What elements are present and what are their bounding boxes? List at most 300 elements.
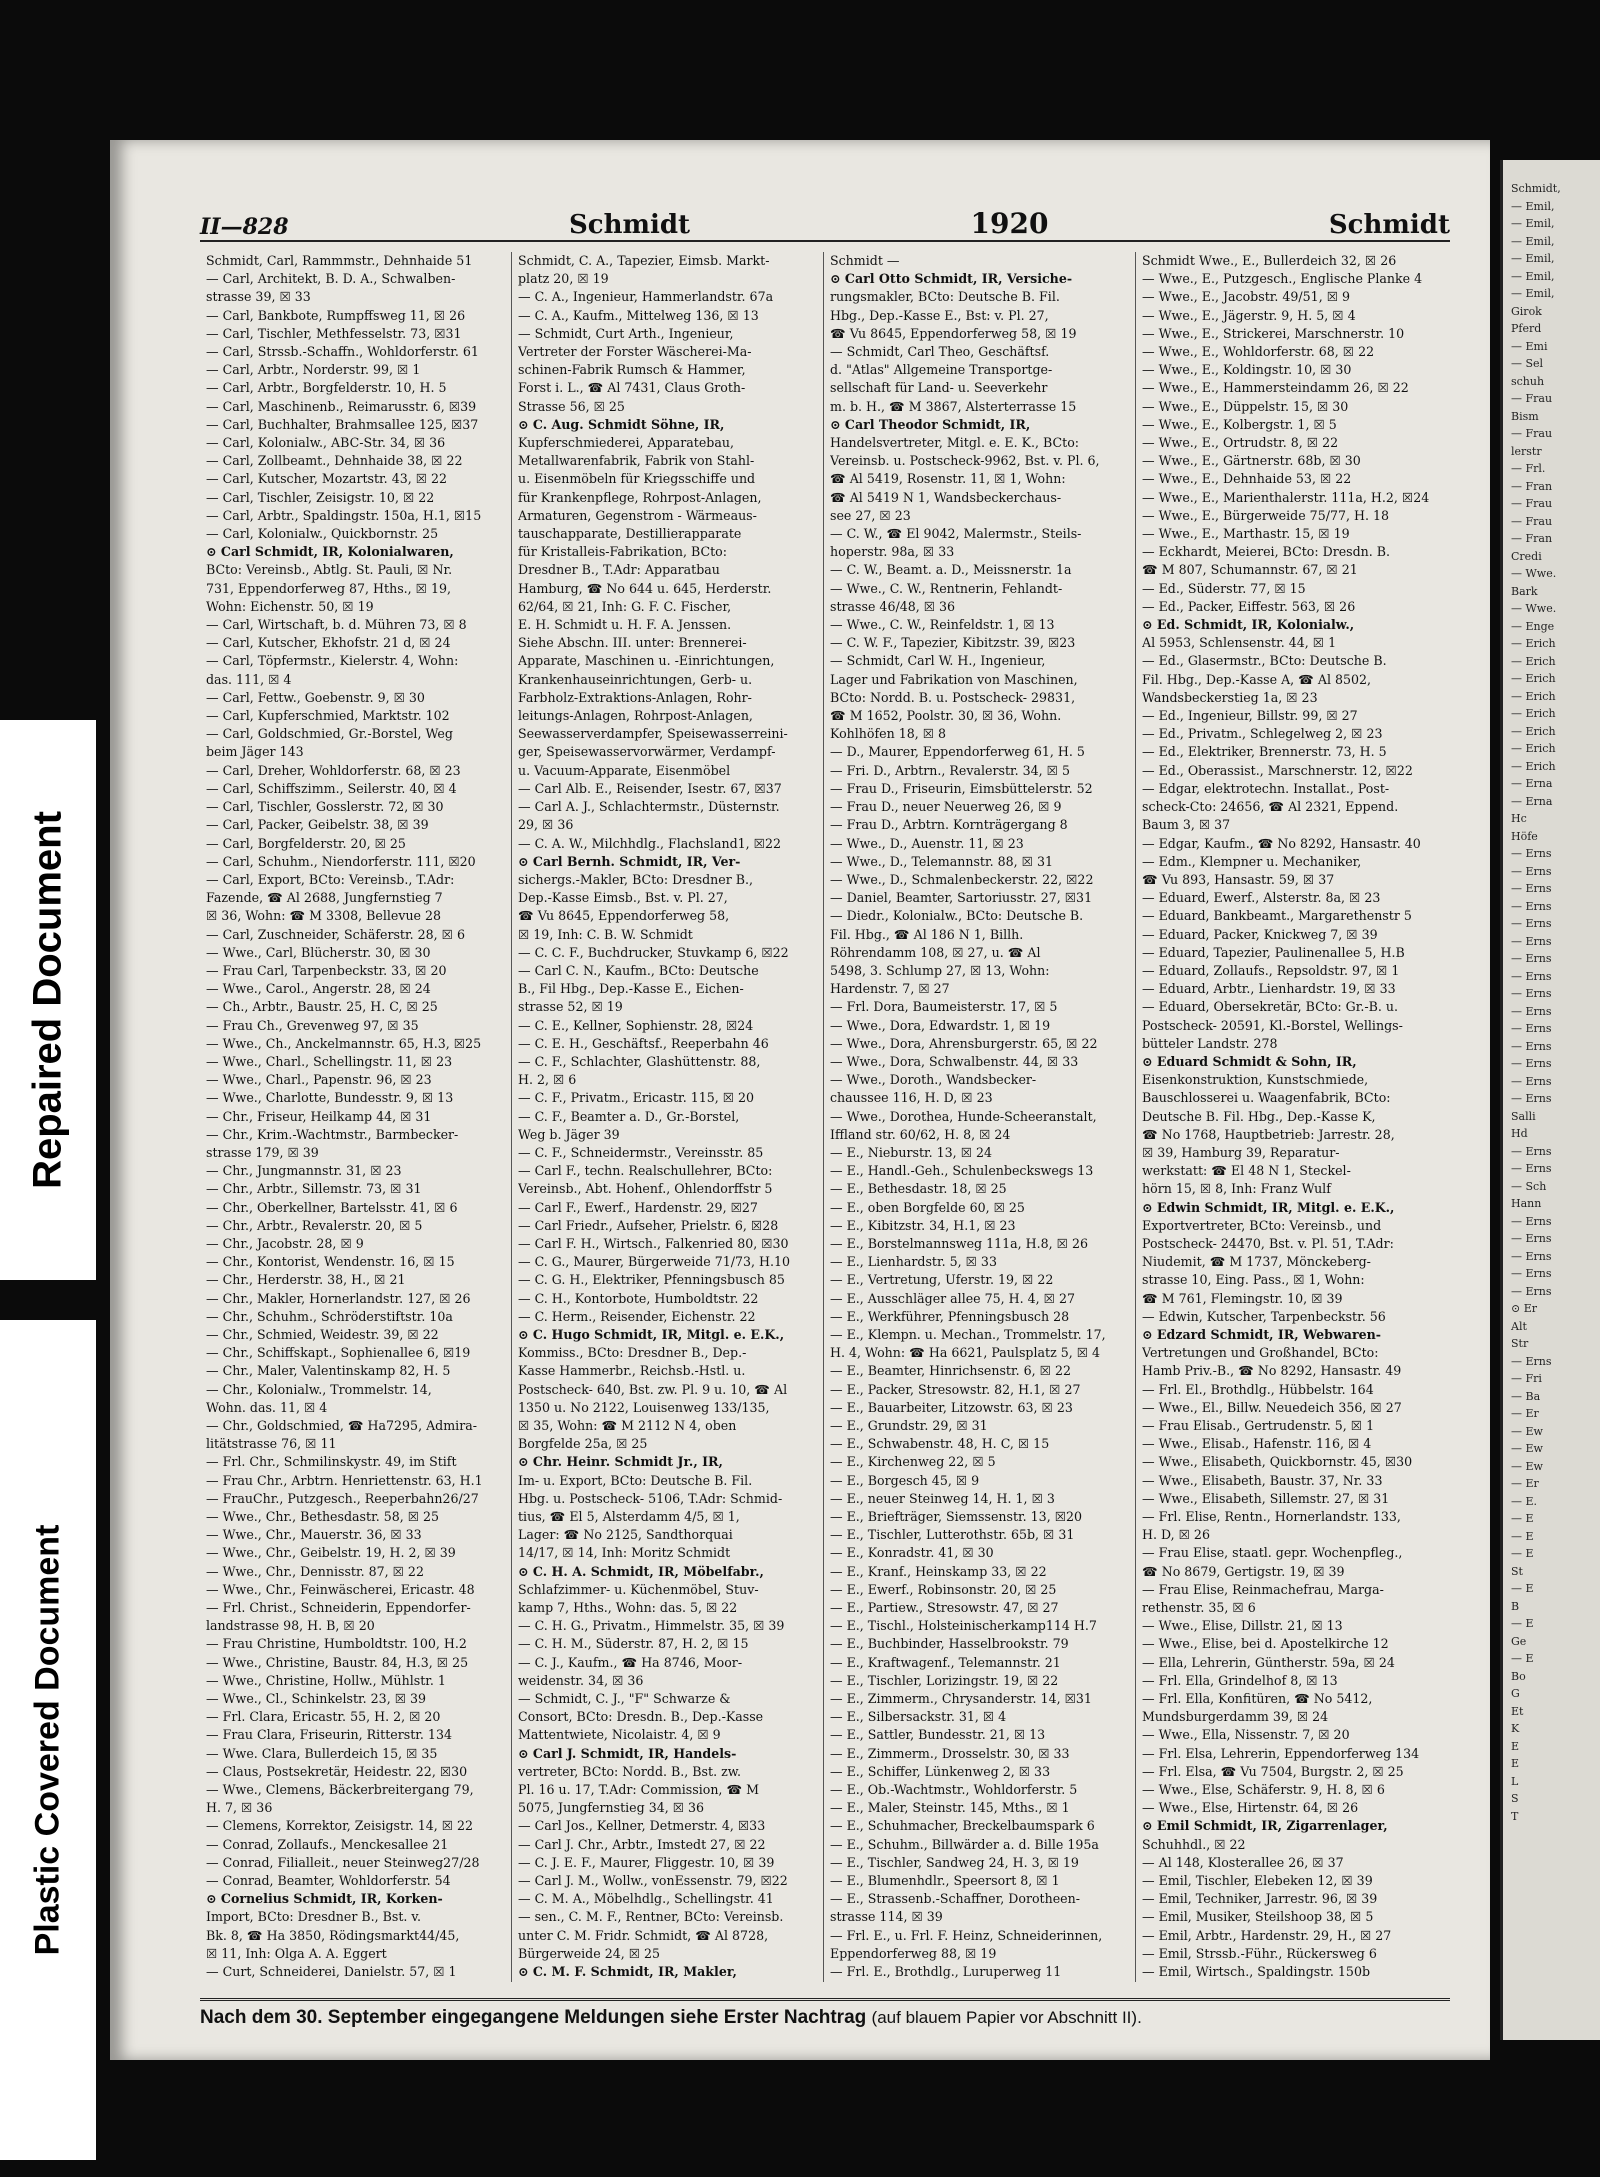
directory-entry: — Frau D., Arbtrn. Kornträgergang 8 xyxy=(830,817,1068,833)
directory-entry: Wandsbeckerstieg 1a, ☒ 23 xyxy=(1142,689,1318,705)
directory-entry: — Edgar, Kaufm., ☎ No 8292, Hansastr. 40 xyxy=(1142,835,1421,851)
directory-entry: — Carl, Architekt, B. D. A., Schwalben- xyxy=(206,271,456,287)
directory-entry: — C. E. H., Geschäftsf., Reeperbahn 46 xyxy=(518,1035,769,1051)
directory-entry: — Frl. Christ., Schneiderin, Eppendorfer- xyxy=(206,1600,471,1616)
edge-fragment: — E xyxy=(1511,1512,1534,1525)
directory-entry: — Chr., Schmied, Weidestr. 39, ☒ 22 xyxy=(206,1326,439,1342)
directory-entry: — Carl, Töpfermstr., Kielerstr. 4, Wohn: xyxy=(206,653,459,669)
directory-entry: landstrasse 98, H. B, ☒ 20 xyxy=(206,1618,375,1634)
page-footer xyxy=(200,1998,1450,2028)
directory-entry: H. 4, Wohn: ☎ Ha 6621, Paulsplatz 5, ☒ 4 xyxy=(830,1345,1101,1361)
directory-entry xyxy=(518,1981,817,1982)
edge-fragment: — Erich xyxy=(1511,689,1556,703)
directory-entry: — C. W., Beamt. a. D., Meissnerstr. 1a xyxy=(830,562,1072,578)
edge-fragment: — Erns xyxy=(1511,934,1552,948)
directory-entry: — Carl, Zollbeamt., Dehnhaide 38, ☒ 22 xyxy=(206,453,463,469)
edge-fragment: — E xyxy=(1511,1529,1534,1543)
edge-fragment: — Erich xyxy=(1511,637,1556,650)
directory-entry: — Wwe., E., Marthastr. 15, ☒ 19 xyxy=(1142,526,1350,542)
directory-entry: — Ed., Packer, Eiffestr. 563, ☒ 26 xyxy=(1142,598,1356,614)
directory-entry: — Frau D., Friseurin, Eimsbüttelerstr. 52 xyxy=(830,780,1093,796)
directory-entry: unter C. M. Fridr. Schmidt, ☎ Al 8728, xyxy=(518,1927,769,1943)
directory-entry: — E., Packer, Stresowstr. 82, H.1, ☒ 27 xyxy=(830,1381,1081,1397)
directory-entry: Metallwarenfabrik, Fabrik von Stahl- xyxy=(518,453,755,469)
column-4 xyxy=(1136,252,1448,1982)
directory-entry: — Wwe., D., Schmalenbeckerstr. 22, ☒22 xyxy=(830,871,1094,887)
directory-entry: ☎ Vu 893, Hansastr. 59, ☒ 37 xyxy=(1142,871,1335,887)
directory-entry: ⊙ Ed. Schmidt, IR, Kolonialw., xyxy=(1142,617,1355,633)
directory-entry: ☒ 19, Inh: C. B. W. Schmidt xyxy=(518,926,693,942)
directory-entry: — C. W., ☎ El 9042, Malermstr., Steils- xyxy=(830,526,1082,542)
directory-entry: ⊙ C. M. F. Schmidt, IR, Makler, xyxy=(518,1964,737,1980)
directory-entry: — Wwe., Elisab., Hafenstr. 116, ☒ 4 xyxy=(1142,1436,1372,1452)
directory-entry: werkstatt: ☎ El 48 N 1, Steckel- xyxy=(1142,1163,1351,1179)
directory-entry: strasse 114, ☒ 39 xyxy=(830,1909,943,1925)
directory-entry: für Kristalleis-Fabrikation, BCto: xyxy=(518,544,727,560)
directory-entry: — E., Schuhm., Billwärder a. d. Bille 195a xyxy=(830,1836,1099,1852)
directory-entry: — Carl, Arbtr., Borgfelderstr. 10, H. 5 xyxy=(206,380,447,396)
directory-entry: — Claus, Postsekretär, Heidestr. 22, ☒30 xyxy=(206,1763,468,1779)
directory-entry: — Eduard, Obersekretär, BCto: Gr.-B. u. xyxy=(1142,999,1398,1015)
directory-entry: — Carl J. M., Wollw., vonEssenstr. 79, ☒22 xyxy=(518,1873,788,1889)
edge-fragment: — Frl. xyxy=(1511,462,1546,475)
directory-entry: — Wwe., Chr., Bethesdastr. 58, ☒ 25 xyxy=(206,1509,440,1525)
directory-entry: hoperstr. 98a, ☒ 33 xyxy=(830,544,955,560)
directory-entry: d. "Atlas" Allgemeine Transportge- xyxy=(830,362,1053,378)
edge-fragment: S xyxy=(1511,1792,1519,1805)
directory-entry: ☒ 36, Wohn: ☎ M 3308, Bellevue 28 xyxy=(206,908,442,924)
directory-entry: — FrauChr., Putzgesch., Reeperbahn26/27 xyxy=(206,1490,479,1506)
directory-entry: — Carl A. J., Schlachtermstr., Düsternstr. xyxy=(518,799,780,815)
directory-entry: Röhrendamm 108, ☒ 27, u. ☎ Al xyxy=(830,944,1041,960)
directory-entry: H. 7, ☒ 36 xyxy=(206,1800,273,1816)
directory-entry: — Frl. El., Brothdlg., Hübbelstr. 164 xyxy=(1142,1381,1374,1397)
edge-fragment: Ge xyxy=(1511,1634,1527,1648)
directory-entry: — Frl. Elise, Rentn., Hornerlandstr. 133, xyxy=(1142,1509,1401,1525)
directory-entry: — Emil, Arbtr., Hardenstr. 29, H., ☒ 27 xyxy=(1142,1927,1392,1943)
edge-fragment: St xyxy=(1511,1564,1523,1578)
directory-entry: — Wwe., Elisabeth, Baustr. 37, Nr. 33 xyxy=(1142,1472,1383,1488)
directory-entry: kamp 7, Hths., Wohn: das. 5, ☒ 22 xyxy=(518,1600,738,1616)
directory-entry: ⊙ C. Hugo Schmidt, IR, Mitgl. e. E.K., xyxy=(518,1326,785,1342)
directory-entry: — Eduard, Tapezier, Paulinenallee 5, H.B xyxy=(1142,944,1405,960)
edge-fragment: G xyxy=(1511,1687,1520,1700)
directory-entry: — Ed., Elektriker, Brennerstr. 73, H. 5 xyxy=(1142,744,1387,760)
edge-fragment: — Erns xyxy=(1511,1092,1552,1105)
directory-entry: — E., Kranf., Heinskamp 33, ☒ 22 xyxy=(830,1563,1047,1579)
directory-entry: — Chr., Kontorist, Wendenstr. 16, ☒ 15 xyxy=(206,1254,455,1270)
directory-entry: Fil. Hbg., ☎ Al 186 N 1, Billh. xyxy=(830,926,1024,942)
edge-fragment: E xyxy=(1511,1757,1520,1770)
directory-entry: — E., Beamter, Hinrichsenstr. 6, ☒ 22 xyxy=(830,1363,1071,1379)
directory-entry: — Emil, Strssb.-Führ., Rückersweg 6 xyxy=(1142,1945,1377,1961)
directory-entry: — E., Bethesdastr. 18, ☒ 25 xyxy=(830,1181,1007,1197)
directory-entry: — Wwe., Dora, Ahrensburgerstr. 65, ☒ 22 xyxy=(830,1035,1098,1051)
edge-fragment: — Erns xyxy=(1511,864,1552,878)
edge-fragment: — Er xyxy=(1511,1477,1539,1490)
directory-entry: — Wwe., E., Bürgerweide 75/77, H. 18 xyxy=(1142,507,1389,523)
directory-entry: — Frl. Elsa, Lehrerin, Eppendorferweg 134 xyxy=(1142,1745,1420,1761)
directory-entry: — Wwe., C. W., Rentnerin, Fehlandt- xyxy=(830,580,1063,596)
directory-entry: — Daniel, Beamter, Sartoriusstr. 27, ☒31 xyxy=(830,890,1093,906)
directory-page xyxy=(110,140,1490,2060)
directory-entry: Schmidt — xyxy=(830,253,900,268)
directory-entry: tauschapparate, Destillierapparate xyxy=(518,526,742,542)
directory-entry: — Wwe., Chr., Mauerstr. 36, ☒ 33 xyxy=(206,1527,422,1543)
directory-entry: m. b. H., ☎ M 3867, Alsterterrasse 15 xyxy=(830,398,1077,414)
edge-fragment: — Fran xyxy=(1511,532,1553,545)
directory-entry: Iffland str. 60/62, H. 8, ☒ 24 xyxy=(830,1126,1011,1142)
directory-entry: ☎ M 807, Schumannstr. 67, ☒ 21 xyxy=(1142,562,1358,578)
directory-entry: — Eduard, Ewerf., Alsterstr. 8a, ☒ 23 xyxy=(1142,890,1381,906)
directory-entry: strasse 39, ☒ 33 xyxy=(206,289,311,305)
directory-entry: — E., Tischler, Lorizingstr. 19, ☒ 22 xyxy=(830,1672,1059,1688)
directory-entry: — Frl. E., u. Frl. F. Heinz, Schneiderinnen, xyxy=(830,1927,1103,1943)
directory-entry: — Wwe., Charl., Papenstr. 96, ☒ 23 xyxy=(206,1072,432,1088)
directory-entry: see 27, ☒ 23 xyxy=(830,507,911,523)
edge-fragment: Hc xyxy=(1511,812,1527,825)
edge-fragment: Hann xyxy=(1511,1197,1542,1210)
directory-entry: — Emil, Techniker, Jarrestr. 96, ☒ 39 xyxy=(1142,1891,1378,1907)
directory-entry: — Carl, Wirtschaft, b. d. Mühren 73, ☒ 8 xyxy=(206,617,467,633)
directory-entry: — Carl Jos., Kellner, Detmerstr. 4, ☒33 xyxy=(518,1818,766,1834)
directory-entry: — Wwe., E., Düppelstr. 15, ☒ 30 xyxy=(1142,398,1349,414)
directory-entry: u. Eisenmöbeln für Kriegsschiffe und xyxy=(518,471,756,487)
directory-entry: — Chr., Schiffskapt., Sophienallee 6, ☒19 xyxy=(206,1345,471,1361)
directory-entry xyxy=(1142,1981,1442,1982)
directory-entry: — Wwe., Elise, bei d. Apostelkirche 12 xyxy=(1142,1636,1389,1652)
directory-entry: — E., Zimmerm., Chrysanderstr. 14, ☒31 xyxy=(830,1691,1092,1707)
edge-fragment: Bark xyxy=(1511,584,1538,598)
directory-entry: Kohlhöfen 18, ☒ 8 xyxy=(830,726,947,742)
header-left-name: Schmidt xyxy=(568,210,691,240)
directory-entry: sellschaft für Land- u. Seeverkehr xyxy=(830,380,1048,396)
directory-entry: — Carl, Packer, Geibelstr. 38, ☒ 39 xyxy=(206,817,429,833)
directory-entry: Eisenkonstruktion, Kunstschmiede, xyxy=(1142,1072,1369,1088)
directory-entry: platz 20, ☒ 19 xyxy=(518,271,609,287)
directory-entry: — Ed., Glasermstr., BCto: Deutsche B. xyxy=(1142,653,1387,669)
directory-entry: 14/17, ☒ 14, Inh: Moritz Schmidt xyxy=(518,1545,731,1561)
directory-entry: — Carl, Kolonialw., ABC-Str. 34, ☒ 36 xyxy=(206,435,446,451)
directory-entry: — Chr., Arbtr., Revalerstr. 20, ☒ 5 xyxy=(206,1217,423,1233)
directory-entry: — E., Klempn. u. Mechan., Trommelstr. 17, xyxy=(830,1326,1106,1342)
edge-fragment: — Frau xyxy=(1511,427,1553,440)
directory-entry: — Schmidt, Curt Arth., Ingenieur, xyxy=(518,325,734,341)
directory-entry: Hamb Priv.-B., ☎ No 8292, Hansastr. 49 xyxy=(1142,1363,1402,1379)
edge-fragment: — Erns xyxy=(1511,952,1552,965)
directory-entry: Hbg. u. Postscheck- 5106, T.Adr: Schmid- xyxy=(518,1490,783,1506)
directory-entry: Deutsche B. Fil. Hbg., Dep.-Kasse K, xyxy=(1142,1108,1376,1124)
directory-entry: — Carl, Arbtr., Spaldingstr. 150a, H.1, ☒15 xyxy=(206,507,482,523)
directory-entry: strasse 179, ☒ 39 xyxy=(206,1144,319,1160)
edge-fragment: — Erns xyxy=(1511,969,1552,983)
directory-entry: — Carl, Tischler, Methfesselstr. 73, ☒31 xyxy=(206,325,462,341)
directory-entry: — Wwe., Clemens, Bäckerbreitergang 79, xyxy=(206,1782,474,1798)
directory-entry: — C. F., Schneidermstr., Vereinsstr. 85 xyxy=(518,1144,764,1160)
directory-entry: — Carl, Schuhm., Niendorferstr. 111, ☒20 xyxy=(206,853,476,869)
directory-entry: Apparate, Maschinen u. -Einrichtungen, xyxy=(518,653,775,669)
directory-entry: — Wwe., Christine, Hollw., Mühlstr. 1 xyxy=(206,1672,446,1688)
directory-columns xyxy=(200,252,1450,1982)
directory-entry xyxy=(206,1981,505,1982)
edge-fragment: — Emil, xyxy=(1511,252,1555,265)
directory-entry: — Wwe., E., Kolbergstr. 1, ☒ 5 xyxy=(1142,416,1337,432)
directory-entry: — Carl, Zuschneider, Schäferstr. 28, ☒ 6 xyxy=(206,926,465,942)
edge-fragment: — E xyxy=(1511,1547,1534,1560)
directory-entry: Bauschlosserei u. Waagenfabrik, BCto: xyxy=(1142,1090,1391,1106)
directory-entry: — Frau Chr., Arbtrn. Henriettenstr. 63, H.1 xyxy=(206,1472,483,1488)
directory-entry: — Carl, Dreher, Wohldorferstr. 68, ☒ 23 xyxy=(206,762,461,778)
directory-entry: ☎ M 761, Flemingstr. 10, ☒ 39 xyxy=(1142,1290,1343,1306)
directory-entry: — Frl. Dora, Baumeisterstr. 17, ☒ 5 xyxy=(830,999,1058,1015)
directory-entry: — Wwe., E., Hammersteindamm 26, ☒ 22 xyxy=(1142,380,1409,396)
directory-entry: das. 111, ☒ 4 xyxy=(206,671,292,687)
directory-entry: Fazende, ☎ Al 2688, Jungfernstieg 7 xyxy=(206,890,443,906)
directory-entry: rethenstr. 35, ☒ 6 xyxy=(1142,1600,1256,1616)
edge-fragment: Credi xyxy=(1511,549,1542,563)
directory-entry: — Carl, Strssb.-Schaffn., Wohldorferstr. 61 xyxy=(206,344,479,360)
directory-entry: — Frl. E., Brothdlg., Luruperweg 11 xyxy=(830,1964,1062,1980)
directory-entry: Import, BCto: Dresdner B., Bst. v. xyxy=(206,1909,422,1925)
page-number: II—828 xyxy=(200,214,289,240)
edge-fragment: B xyxy=(1511,1599,1520,1613)
directory-entry: Bürgerweide 24, ☒ 25 xyxy=(518,1945,661,1961)
directory-entry: — Eduard, Arbtr., Lienhardstr. 19, ☒ 33 xyxy=(1142,981,1396,997)
directory-entry: — Wwe. Clara, Bullerdeich 15, ☒ 35 xyxy=(206,1745,438,1761)
edge-fragment: — Ba xyxy=(1511,1389,1541,1403)
directory-entry: — E., neuer Steinweg 14, H. 1, ☒ 3 xyxy=(830,1490,1055,1506)
directory-entry: weidenstr. 34, ☒ 36 xyxy=(518,1672,644,1688)
edge-fragment: — Er xyxy=(1511,1407,1539,1420)
edge-fragment: — Erns xyxy=(1511,1074,1552,1088)
directory-entry: — E., Kraftwagenf., Telemannstr. 21 xyxy=(830,1654,1061,1670)
directory-entry: — Carl C. N., Kaufm., BCto: Deutsche xyxy=(518,962,759,978)
directory-entry: ☎ Al 5419 N 1, Wandsbeckerchaus- xyxy=(830,489,1062,505)
directory-entry: BCto: Nordd. B. u. Postscheck- 29831, xyxy=(830,689,1076,705)
directory-entry: hörn 15, ☒ 8, Inh: Franz Wulf xyxy=(1142,1181,1331,1197)
directory-entry: ⊙ Edwin Schmidt, IR, Mitgl. e. E.K., xyxy=(1142,1199,1395,1215)
edge-fragment: — Wwe. xyxy=(1511,602,1557,615)
directory-entry: 62/64, ☒ 21, Inh: G. F. C. Fischer, xyxy=(518,598,732,614)
directory-entry: — Schmidt, Carl W. H., Ingenieur, xyxy=(830,653,1046,669)
directory-entry: — Carl, Kutscher, Mozartstr. 43, ☒ 22 xyxy=(206,471,448,487)
directory-entry: — Wwe., Elise, Dillstr. 21, ☒ 13 xyxy=(1142,1618,1343,1634)
directory-entry: ⊙ Cornelius Schmidt, IR, Korken- xyxy=(206,1891,443,1907)
directory-entry: — E., Ausschläger allee 75, H. 4, ☒ 27 xyxy=(830,1290,1076,1306)
directory-entry: — Clemens, Korrektor, Zeisigstr. 14, ☒ 22 xyxy=(206,1818,474,1834)
directory-entry: — Carl, Tischler, Zeisigstr. 10, ☒ 22 xyxy=(206,489,435,505)
directory-entry: Lager und Fabrikation von Maschinen, xyxy=(830,671,1078,687)
edge-fragment: — E xyxy=(1511,1652,1534,1665)
header-right-name: Schmidt xyxy=(1328,210,1450,240)
directory-entry: ☎ No 8679, Gertigstr. 19, ☒ 39 xyxy=(1142,1563,1345,1579)
edge-fragment: — Erns xyxy=(1511,1039,1552,1053)
directory-entry: — Chr., Schuhm., Schröderstiftstr. 10a xyxy=(206,1308,453,1324)
edge-fragment: — Erns xyxy=(1511,1162,1552,1175)
directory-entry: H. 2, ☒ 6 xyxy=(518,1072,577,1088)
directory-entry: — E., Strassenb.-Schaffner, Dorotheen- xyxy=(830,1891,1081,1907)
directory-entry: — Wwe., Dora, Edwardstr. 1, ☒ 19 xyxy=(830,1017,1051,1033)
directory-entry: B., Fil Hbg., Dep.-Kasse E., Eichen- xyxy=(518,981,744,997)
directory-entry: — E., Werkführer, Pfenningsbusch 28 xyxy=(830,1308,1070,1324)
directory-entry: Niudemit, ☎ M 1737, Mönckeberg- xyxy=(1142,1254,1371,1270)
directory-entry: — Conrad, Filialleit., neuer Steinweg27/28 xyxy=(206,1854,480,1870)
directory-entry: Bk. 8, ☎ Ha 3850, Rödingsmarkt44/45, xyxy=(206,1927,460,1943)
directory-entry: ☎ Vu 8645, Eppendorferweg 58, xyxy=(518,908,730,924)
directory-entry: Eppendorferweg 88, ☒ 19 xyxy=(830,1945,997,1961)
directory-entry: — Wwe., Charlotte, Bundesstr. 9, ☒ 13 xyxy=(206,1090,454,1106)
edge-fragment: — Erns xyxy=(1511,917,1552,930)
directory-entry: Hamburg, ☎ No 644 u. 645, Herderstr. xyxy=(518,580,772,596)
directory-entry: — Frau Ch., Grevenweg 97, ☒ 35 xyxy=(206,1017,419,1033)
directory-entry: — E., Handl.-Geh., Schulenbeckswegs 13 xyxy=(830,1163,1094,1179)
directory-entry: — E., oben Borgfelde 60, ☒ 25 xyxy=(830,1199,1025,1215)
edge-fragment: — Erns xyxy=(1511,1232,1552,1245)
directory-entry: — Wwe., Ella, Nissenstr. 7, ☒ 20 xyxy=(1142,1727,1350,1743)
edge-fragment: — E xyxy=(1511,1617,1534,1630)
directory-entry: — Wwe., Ch., Anckelmannstr. 65, H.3, ☒25 xyxy=(206,1035,482,1051)
directory-entry: bütteler Landstr. 278 xyxy=(1142,1035,1278,1051)
directory-entry: Schmidt, Carl, Rammmstr., Dehnhaide 51 xyxy=(206,253,473,268)
directory-entry: Postscheck- 640, Bst. zw. Pl. 9 u. 10, ☎ Al xyxy=(518,1381,788,1397)
directory-entry: tius, ☎ El 5, Alsterdamm 4/5, ☒ 1, xyxy=(518,1509,740,1525)
directory-entry: — C. E., Kellner, Sophienstr. 28, ☒24 xyxy=(518,1017,754,1033)
column-2 xyxy=(512,252,824,1982)
directory-entry: vertreter, BCto: Nordd. B., Bst. zw. xyxy=(518,1763,742,1779)
directory-entry: — D., Maurer, Eppendorferweg 61, H. 5 xyxy=(830,744,1085,760)
directory-entry: ⊙ Carl Otto Schmidt, IR, Versiche- xyxy=(830,271,1073,287)
directory-entry: — Carl F., Ewerf., Hardenstr. 29, ☒27 xyxy=(518,1199,758,1215)
repaired-document-label xyxy=(0,720,96,1280)
edge-fragment: Pferd xyxy=(1511,322,1542,335)
edge-fragment: L xyxy=(1511,1774,1519,1788)
directory-entry: — C. G. H., Elektriker, Pfenningsbusch 85 xyxy=(518,1272,785,1288)
edge-fragment: — Emil, xyxy=(1511,217,1555,230)
directory-entry: Kommiss., BCto: Dresdner B., Dep.- xyxy=(518,1345,747,1361)
directory-entry: Vereinsb., Abt. Hohenf., Ohlendorffstr 5 xyxy=(518,1181,773,1197)
directory-entry: scheck-Cto: 24656, ☎ Al 2321, Eppend. xyxy=(1142,799,1399,815)
directory-entry: — E., Schuhmacher, Breckelbaumspark 6 xyxy=(830,1818,1095,1834)
plastic-covered-label xyxy=(0,1320,96,2160)
directory-entry: — Wwe., E., Putzgesch., Englische Planke 4 xyxy=(1142,271,1423,287)
directory-entry: — Frau Elise, staatl. gepr. Wochenpfleg., xyxy=(1142,1545,1403,1561)
directory-entry: — Chr., Jacobstr. 28, ☒ 9 xyxy=(206,1235,364,1251)
edge-fragment: Et xyxy=(1511,1704,1524,1718)
directory-entry: für Krankenpflege, Rohrpost-Anlagen, xyxy=(518,489,762,505)
directory-entry: litätstrasse 76, ☒ 11 xyxy=(206,1436,337,1452)
directory-entry: — C. F., Beamter a. D., Gr.-Borstel, xyxy=(518,1108,740,1124)
directory-entry: Armaturen, Gegenstrom - Wärmeaus- xyxy=(518,507,757,523)
edge-fragment: — Erna xyxy=(1511,794,1553,808)
directory-entry: — Diedr., Kolonialw., BCto: Deutsche B. xyxy=(830,908,1084,924)
directory-entry: — Frau Carl, Tarpenbeckstr. 33, ☒ 20 xyxy=(206,962,447,978)
directory-entry: — Frl. Chr., Schmilinskystr. 49, im Stift xyxy=(206,1454,457,1470)
directory-entry: — E., Schiffer, Lünkenweg 2, ☒ 33 xyxy=(830,1763,1051,1779)
directory-entry: — Wwe., Carol., Angerstr. 28, ☒ 24 xyxy=(206,981,431,997)
edge-fragment: — Erna xyxy=(1511,777,1553,790)
edge-fragment: — Erns xyxy=(1511,1214,1552,1228)
directory-entry: — Chr., Makler, Hornerlandstr. 127, ☒ 26 xyxy=(206,1290,471,1306)
directory-entry: — C. H., Kontorbote, Humboldtstr. 22 xyxy=(518,1290,759,1306)
directory-entry: — Wwe., Charl., Schellingstr. 11, ☒ 23 xyxy=(206,1053,453,1069)
directory-entry: — Frau Elisab., Gertrudenstr. 5, ☒ 1 xyxy=(1142,1418,1375,1433)
directory-entry: — E., Borgesch 45, ☒ 9 xyxy=(830,1472,980,1488)
edge-fragment: — Fri xyxy=(1511,1372,1542,1385)
directory-entry: schinen-Fabrik Rumsch & Hammer, xyxy=(518,362,746,378)
edge-fragment: — Frau xyxy=(1511,497,1553,510)
directory-entry xyxy=(830,1981,1129,1982)
edge-fragment: — Emil, xyxy=(1511,269,1555,283)
directory-entry: — E., Briefträger, Siemssenstr. 13, ☒20 xyxy=(830,1509,1083,1525)
edge-fragment: Str xyxy=(1511,1337,1529,1350)
directory-entry: — E., Ob.-Wachtmstr., Wohldorferstr. 5 xyxy=(830,1782,1078,1798)
directory-entry: — C. F., Schlachter, Glashüttenstr. 88, xyxy=(518,1053,761,1069)
directory-entry: — Carl, Bankbote, Rumpffsweg 11, ☒ 26 xyxy=(206,307,466,323)
edge-fragment: — Emil, xyxy=(1511,287,1555,300)
edge-fragment: — Erns xyxy=(1511,1267,1552,1280)
footer-main-text: Nach dem 30. September eingegangene Meldungen siehe Erster Nachtrag xyxy=(200,2007,867,2028)
edge-fragment: — Erns xyxy=(1511,1004,1552,1018)
edge-fragment: — Erich xyxy=(1511,707,1556,720)
edge-fragment: — Erns xyxy=(1511,1144,1552,1158)
directory-entry: — C. W. F., Tapezier, Kibitzstr. 39, ☒23 xyxy=(830,635,1076,651)
directory-entry: BCto: Vereinsb., Abtlg. St. Pauli, ☒ Nr. xyxy=(206,562,453,578)
directory-entry: — Frl. Clara, Ericastr. 55, H. 2, ☒ 20 xyxy=(206,1709,441,1725)
directory-entry: — Wwe., Elisabeth, Quickbornstr. 45, ☒30 xyxy=(1142,1454,1413,1470)
directory-entry: — C. A. W., Milchhdlg., Flachsland1, ☒22 xyxy=(518,835,781,851)
directory-entry: Strasse 56, ☒ 25 xyxy=(518,398,625,414)
directory-entry: — Eckhardt, Meierei, BCto: Dresdn. B. xyxy=(1142,544,1391,560)
edge-fragment: lerstr xyxy=(1511,444,1542,458)
directory-entry: 1350 u. No 2122, Louisenweg 133/135, xyxy=(518,1399,770,1415)
directory-entry: — Chr., Friseur, Heilkamp 44, ☒ 31 xyxy=(206,1108,432,1124)
directory-entry: sichergs.-Makler, BCto: Dresdner B., xyxy=(518,871,754,887)
directory-entry: — E., Nieburstr. 13, ☒ 24 xyxy=(830,1144,993,1160)
edge-fragment: — Erich xyxy=(1511,742,1556,755)
edge-fragment: Bo xyxy=(1511,1669,1526,1683)
directory-entry: Mattentwiete, Nicolaistr. 4, ☒ 9 xyxy=(518,1727,721,1743)
directory-entry: strasse 10, Eing. Pass., ☒ 1, Wohn: xyxy=(1142,1272,1365,1288)
directory-entry: leitungs-Anlagen, Rohrpost-Anlagen, xyxy=(518,708,753,724)
edge-fragment: — Erns xyxy=(1511,1284,1552,1298)
edge-fragment: — Erich xyxy=(1511,759,1556,773)
directory-entry: Hardenstr. 7, ☒ 27 xyxy=(830,981,950,997)
directory-entry: Borgfelde 25a, ☒ 25 xyxy=(518,1436,648,1452)
directory-entry: Schuhhdl., ☒ 22 xyxy=(1142,1836,1246,1852)
directory-entry: ⊙ Eduard Schmidt & Sohn, IR, xyxy=(1142,1053,1357,1069)
edge-fragment: Alt xyxy=(1511,1319,1527,1333)
directory-entry: Mundsburgerdamm 39, ☒ 24 xyxy=(1142,1709,1329,1725)
directory-entry: 29, ☒ 36 xyxy=(518,817,574,833)
edge-fragment: — Erns xyxy=(1511,1249,1552,1263)
directory-entry: — Wwe., Elisabeth, Sillemstr. 27, ☒ 31 xyxy=(1142,1490,1390,1506)
edge-fragment: Höfe xyxy=(1511,829,1538,843)
directory-entry: strasse 46/48, ☒ 36 xyxy=(830,598,956,614)
directory-entry: ⊙ C. H. A. Schmidt, IR, Möbelfabr., xyxy=(518,1563,764,1579)
directory-entry: Siehe Abschn. III. unter: Brennerei- xyxy=(518,635,747,651)
directory-entry: Krankenhauseinrichtungen, Gerb- u. xyxy=(518,671,753,687)
directory-entry: — Emil, Tischler, Elebeken 12, ☒ 39 xyxy=(1142,1873,1373,1889)
directory-entry: — Frl. Ella, Konfitüren, ☎ No 5412, xyxy=(1142,1691,1373,1707)
directory-entry: Hbg., Dep.-Kasse E., Bst: v. Pl. 27, xyxy=(830,307,1049,323)
directory-entry: E. H. Schmidt u. H. F. A. Jenssen. xyxy=(518,617,732,633)
directory-entry: — Wwe., E., Wohldorferstr. 68, ☒ 22 xyxy=(1142,344,1375,360)
directory-entry: Farbholz-Extraktions-Anlagen, Rohr- xyxy=(518,689,752,705)
directory-entry: ⊙ Chr. Heinr. Schmidt Jr., IR, xyxy=(518,1454,723,1470)
directory-entry: — Frau D., neuer Neuerweg 26, ☒ 9 xyxy=(830,799,1062,815)
edge-fragment: — Sel xyxy=(1511,357,1544,370)
directory-entry: — Eduard, Bankbeamt., Margarethenstr 5 xyxy=(1142,908,1412,924)
